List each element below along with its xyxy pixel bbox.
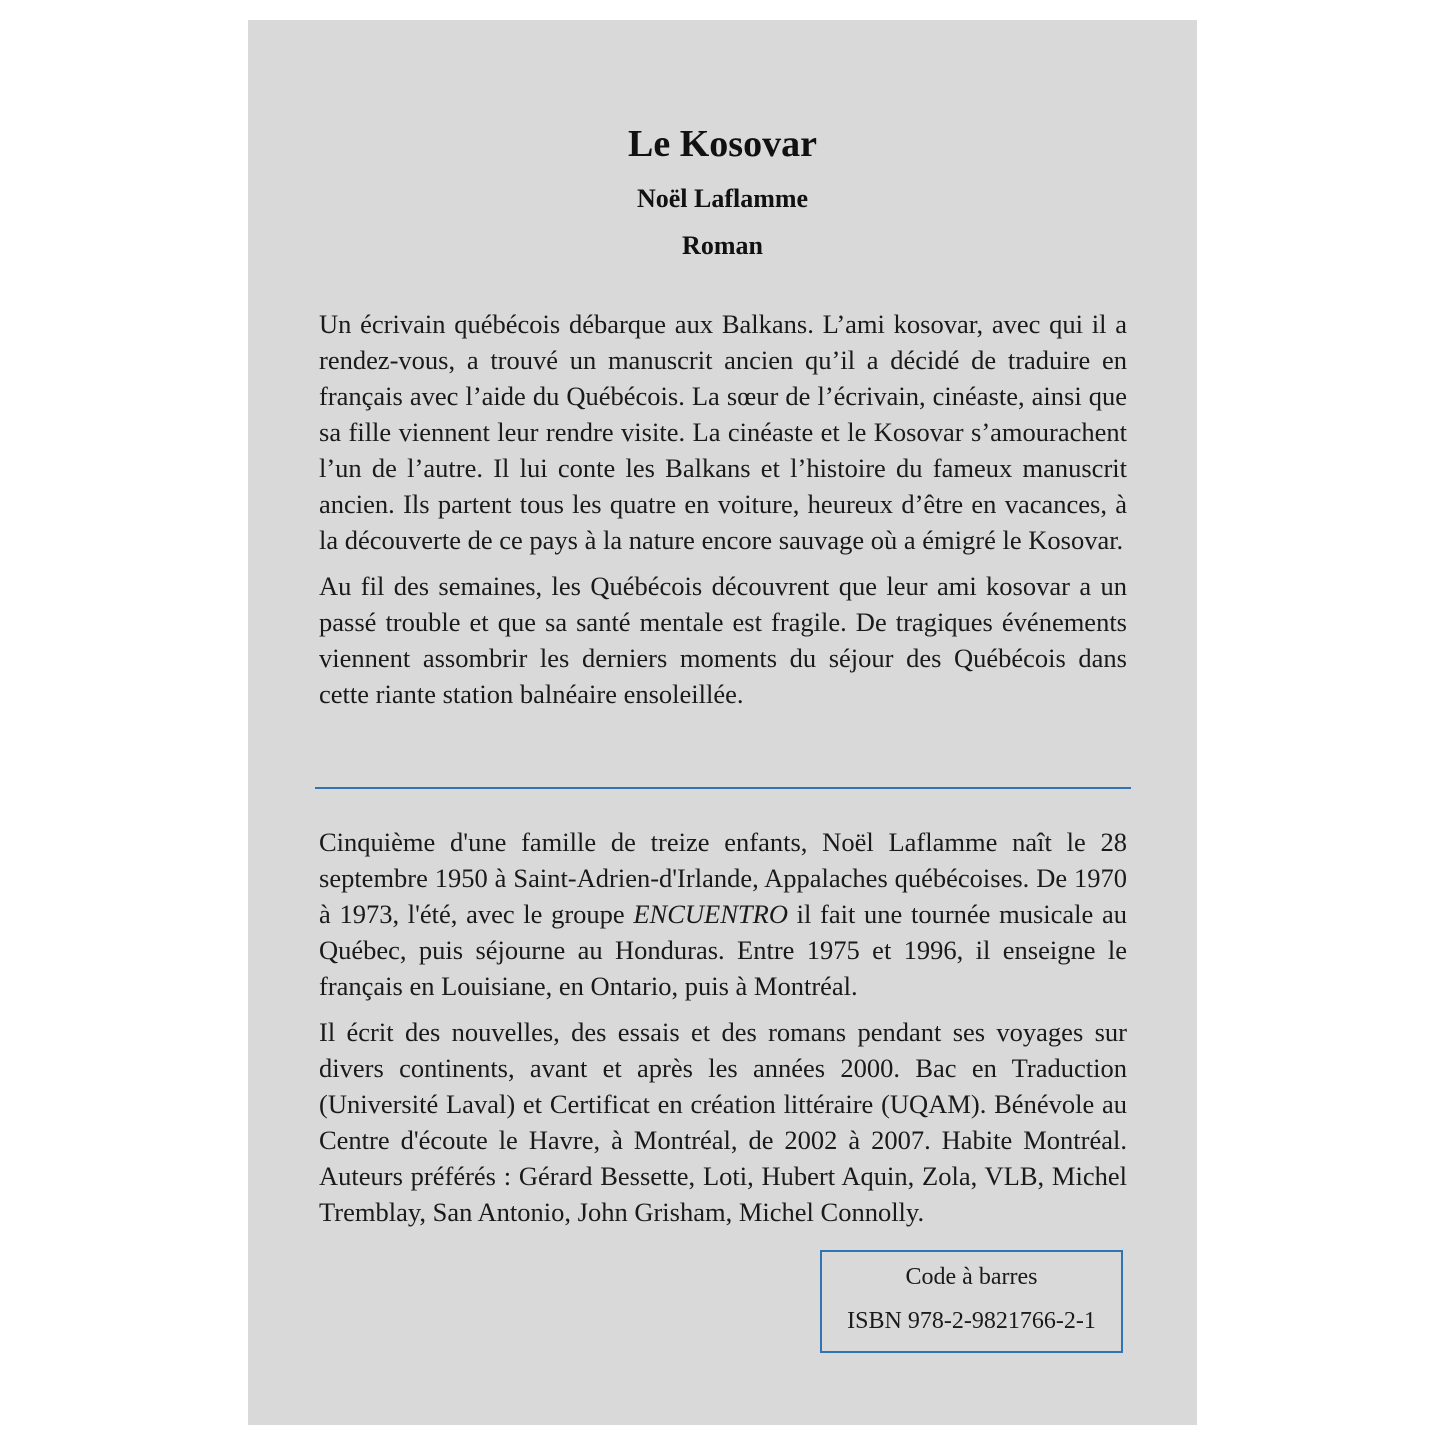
bio-text: Cinquième d'une famille de treize enfants, Noël Laflamme naît le 28 septembre 1950 à Saint-Adrien-d'Irlande, Appalaches québécoises. De 1970 à 1973, l'été, avec le groupe — [319, 827, 1127, 929]
author-bio-section — [319, 824, 1127, 1230]
bio-paragraph: Il écrit des nouvelles, des essais et des romans pendant ses voyages sur divers continents, avant et après les années 2000. Bac en Traduction (Université Laval) et Certificat en création littéraire (UQAM). Bénévole au Centre d'écoute le Havre, à Montréal, de 2002 à 2007. Habite Montréal. Auteurs préférés : Gérard Bessette, Loti, Hubert Aquin, Zola, VLB, Michel Tremblay, San Antonio, John Grisham, Michel Connolly. — [319, 1017, 1127, 1227]
summary-section — [319, 306, 1127, 712]
section-divider — [315, 787, 1131, 789]
band-name: ENCUENTRO — [633, 899, 788, 929]
bio-text: il fait une tournée musicale au Québec, puis séjourne au Honduras. Entre 1975 et 1996, il enseigne le français en Louisiane, en Ontario, puis à Montréal. — [319, 899, 1127, 1001]
book-title: Le Kosovar — [628, 123, 817, 165]
genre-label: Roman — [682, 231, 763, 260]
barcode-box — [820, 1250, 1123, 1353]
barcode-label: Code à barres — [905, 1264, 1038, 1290]
isbn-number: ISBN 978-2-9821766-2-1 — [847, 1308, 1096, 1334]
author-name: Noël Laflamme — [636, 184, 809, 213]
summary-paragraph: Un écrivain québécois débarque aux Balkans. L’ami kosovar, avec qui il a rendez-vous, a trouvé un manuscrit ancien qu’il a décidé de traduire en français avec l’aide du Québécois. La sœur de l’écrivain, cinéaste, ainsi que sa fille viennent leur rendre visite. La cinéaste et le Kosovar s’amourachent l’un de l’autre. Il lui conte les Balkans et l’histoire du fameux manuscrit ancien. Ils partent tous les quatre en voiture, heureux d’être en vacances, à la découverte de ce pays à la nature encore sauvage où a émigré le Kosovar. — [319, 309, 1127, 555]
summary-paragraph: Au fil des semaines, les Québécois découvrent que leur ami kosovar a un passé trouble et que sa santé mentale est fragile. De tragiques événements viennent assombrir les derniers moments du séjour des Québécois dans cette riante station balnéaire ensoleillée. — [319, 571, 1127, 709]
back-cover — [248, 20, 1197, 1425]
bio-paragraph — [319, 824, 1127, 1004]
